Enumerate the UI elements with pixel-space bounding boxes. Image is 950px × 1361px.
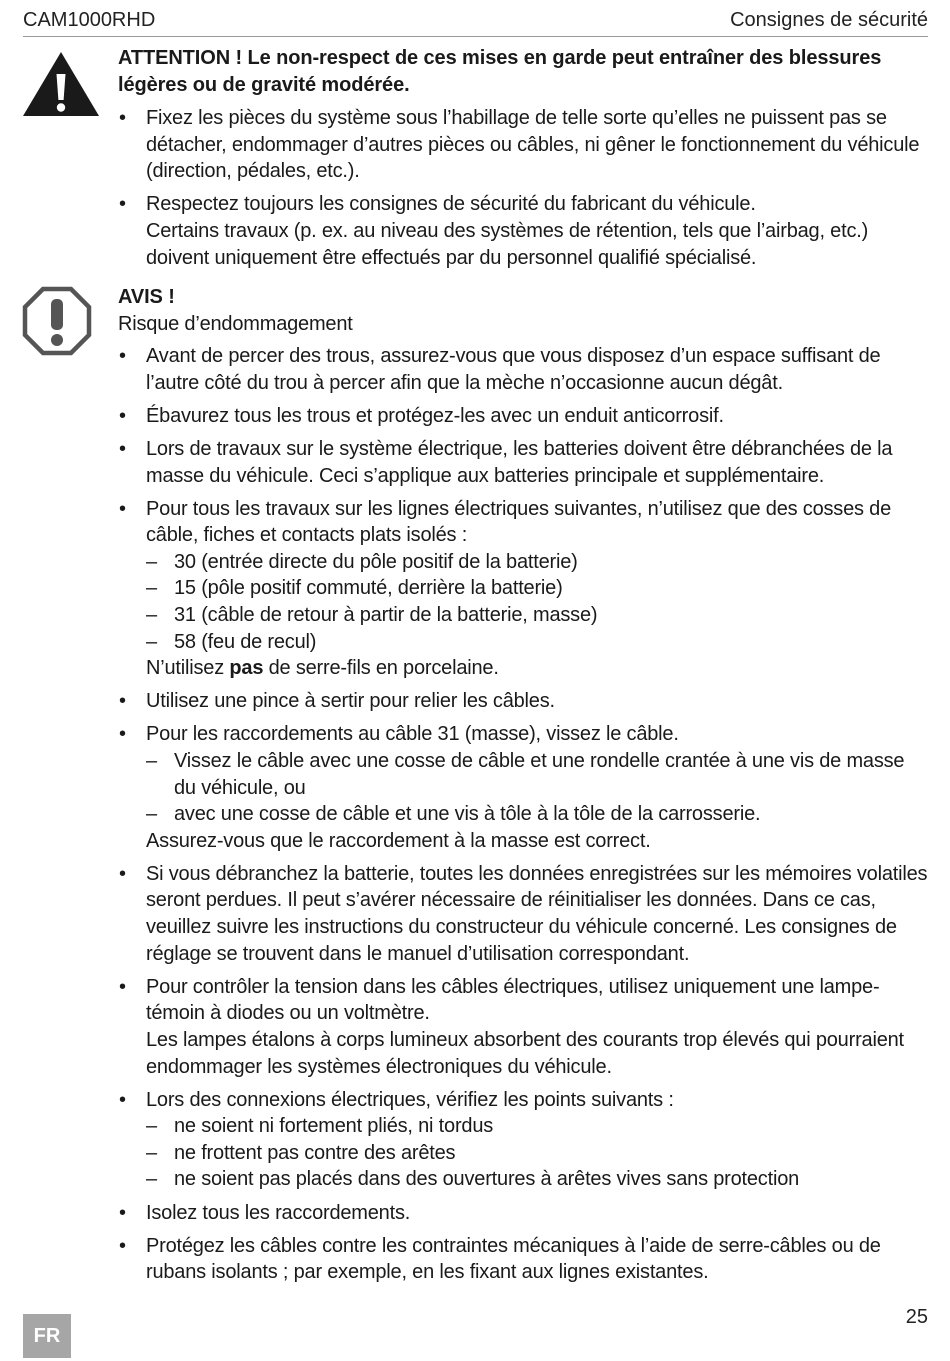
note-text-end: de serre-fils en porcelaine. <box>263 657 499 680</box>
section-title: Consignes de sécurité <box>730 9 928 31</box>
attention-list <box>118 105 930 271</box>
item-text: Lors de travaux sur le système électrique, les batteries doivent être débranchées de la masse du véhicule. Ceci s’applique aux batteries principale et supplémentaire. <box>146 437 893 487</box>
list-item <box>118 721 930 854</box>
list-item <box>118 974 930 1080</box>
item-note: Les lampes étalons à corps lumineux absorbent des courants trop élevés qui pourraient endommager les systèmes électroniques du véhicule. <box>146 1028 904 1078</box>
item-text: Utilisez une pince à sertir pour relier les câbles. <box>146 690 555 713</box>
item-text: • Lors des connexions électriques, vérifiez les points suivants : <box>146 1088 674 1111</box>
note-emphasis: pas <box>229 657 264 680</box>
list-item <box>118 1200 930 1227</box>
item-text: Si vous débranchez la batterie, toutes les données enregistrées sur les mémoires volatiles seront perdues. Il peut s’avérer nécessaire de réinitialiser les données. Dans ce cas, veuillez suivre les instructions du constructeur du véhicule concerné. Les consignes de réglage se trouvent dans le manuel d’utilisation correspondant. <box>146 862 928 965</box>
sub-item: – ne soient pas placés dans des ouvertures à arêtes vives sans protection <box>146 1166 930 1193</box>
note-text-start: N’utilisez <box>146 657 230 680</box>
sub-item: – 30 (entrée directe du pôle positif de la batterie) <box>146 549 930 576</box>
sub-item: – 15 (pôle positif commuté, derrière la batterie) <box>146 575 930 602</box>
list-item <box>118 1233 930 1286</box>
item-text: • Pour contrôler la tension dans les câbles électriques, utilisez uniquement une lampe-témoin à diodes ou un voltmètre. <box>146 975 880 1025</box>
page-number: 25 <box>905 1306 928 1328</box>
attention-title: ATTENTION ! Le non-respect de ces mises en garde peut entraîner des blessures légères ou de gravité modérée. <box>118 47 882 96</box>
item-note <box>146 655 930 682</box>
sub-item: – Vissez le câble avec une cosse de câble et une rondelle crantée à une vis de masse du véhicule, ou <box>146 748 930 801</box>
sub-list <box>146 1113 930 1193</box>
notice-list <box>118 343 930 1286</box>
notice-title: AVIS ! <box>118 286 175 308</box>
item-text: • Respectez toujours les consignes de sécurité du fabricant du véhicule. <box>146 193 756 216</box>
sub-list <box>146 549 930 655</box>
item-note: Certains travaux (p. ex. au niveau des systèmes de rétention, tels que l’airbag, etc.) doivent uniquement être effectués par du personnel qualifié spécialisé. <box>146 220 869 269</box>
list-item <box>118 861 930 967</box>
sub-item: – 31 (câble de retour à partir de la batterie, masse) <box>146 602 930 629</box>
item-text: Protégez les câbles contre les contraintes mécaniques à l’aide de serre-câbles ou de rubans isolants ; par exemple, en les fixant aux lignes existantes. <box>146 1234 881 1284</box>
list-item <box>118 436 930 489</box>
list-item <box>118 343 930 396</box>
notice-subtitle: Risque d’endommagement <box>118 312 353 335</box>
sub-list <box>146 748 930 828</box>
item-text: Avant de percer des trous, assurez-vous que vous disposez d’un espace suffisant de l’autre côté du trou à percer afin que la mèche n’occasionne aucun dégât. <box>146 345 881 394</box>
notice-octagon-icon <box>22 286 92 356</box>
list-item <box>118 688 930 715</box>
item-text: • Pour les raccordements au câble 31 (masse), vissez le câble. <box>146 723 679 746</box>
page-header <box>23 6 928 37</box>
attention-block <box>118 45 930 271</box>
sub-item: – ne soient ni fortement pliés, ni tordus <box>146 1113 930 1140</box>
item-text: Isolez tous les raccordements. <box>146 1201 411 1224</box>
item-text: Fixez les pièces du système sous l’habillage de telle sorte qu’elles ne puissent pas se détacher, endommager d’autres pièces ou câbles, ni gêner le fonctionnement du véhicule (direction, pédales, etc.). <box>146 107 920 183</box>
sub-item: – 58 (feu de recul) <box>146 629 930 656</box>
item-text: Ébavurez tous les trous et protégez-les avec un enduit anticorrosif. <box>146 404 724 427</box>
language-badge: FR <box>23 1314 71 1358</box>
sub-item: – ne frottent pas contre des arêtes <box>146 1140 930 1167</box>
item-text: • Pour tous les travaux sur les lignes électriques suivantes, n’utilisez que des cosses de câble, fiches et contacts plats isolés : <box>146 497 892 547</box>
model-name: CAM1000RHD <box>23 9 156 31</box>
list-item <box>118 105 930 185</box>
warning-triangle-icon <box>22 50 100 118</box>
list-item <box>118 403 930 430</box>
sub-item: – avec une cosse de câble et une vis à tôle à la tôle de la carrosserie. <box>146 801 930 828</box>
list-item <box>118 496 930 682</box>
item-note: Assurez-vous que le raccordement à la masse est correct. <box>146 829 651 852</box>
list-item <box>118 1087 930 1193</box>
list-item <box>118 191 930 271</box>
notice-block <box>118 284 930 1286</box>
